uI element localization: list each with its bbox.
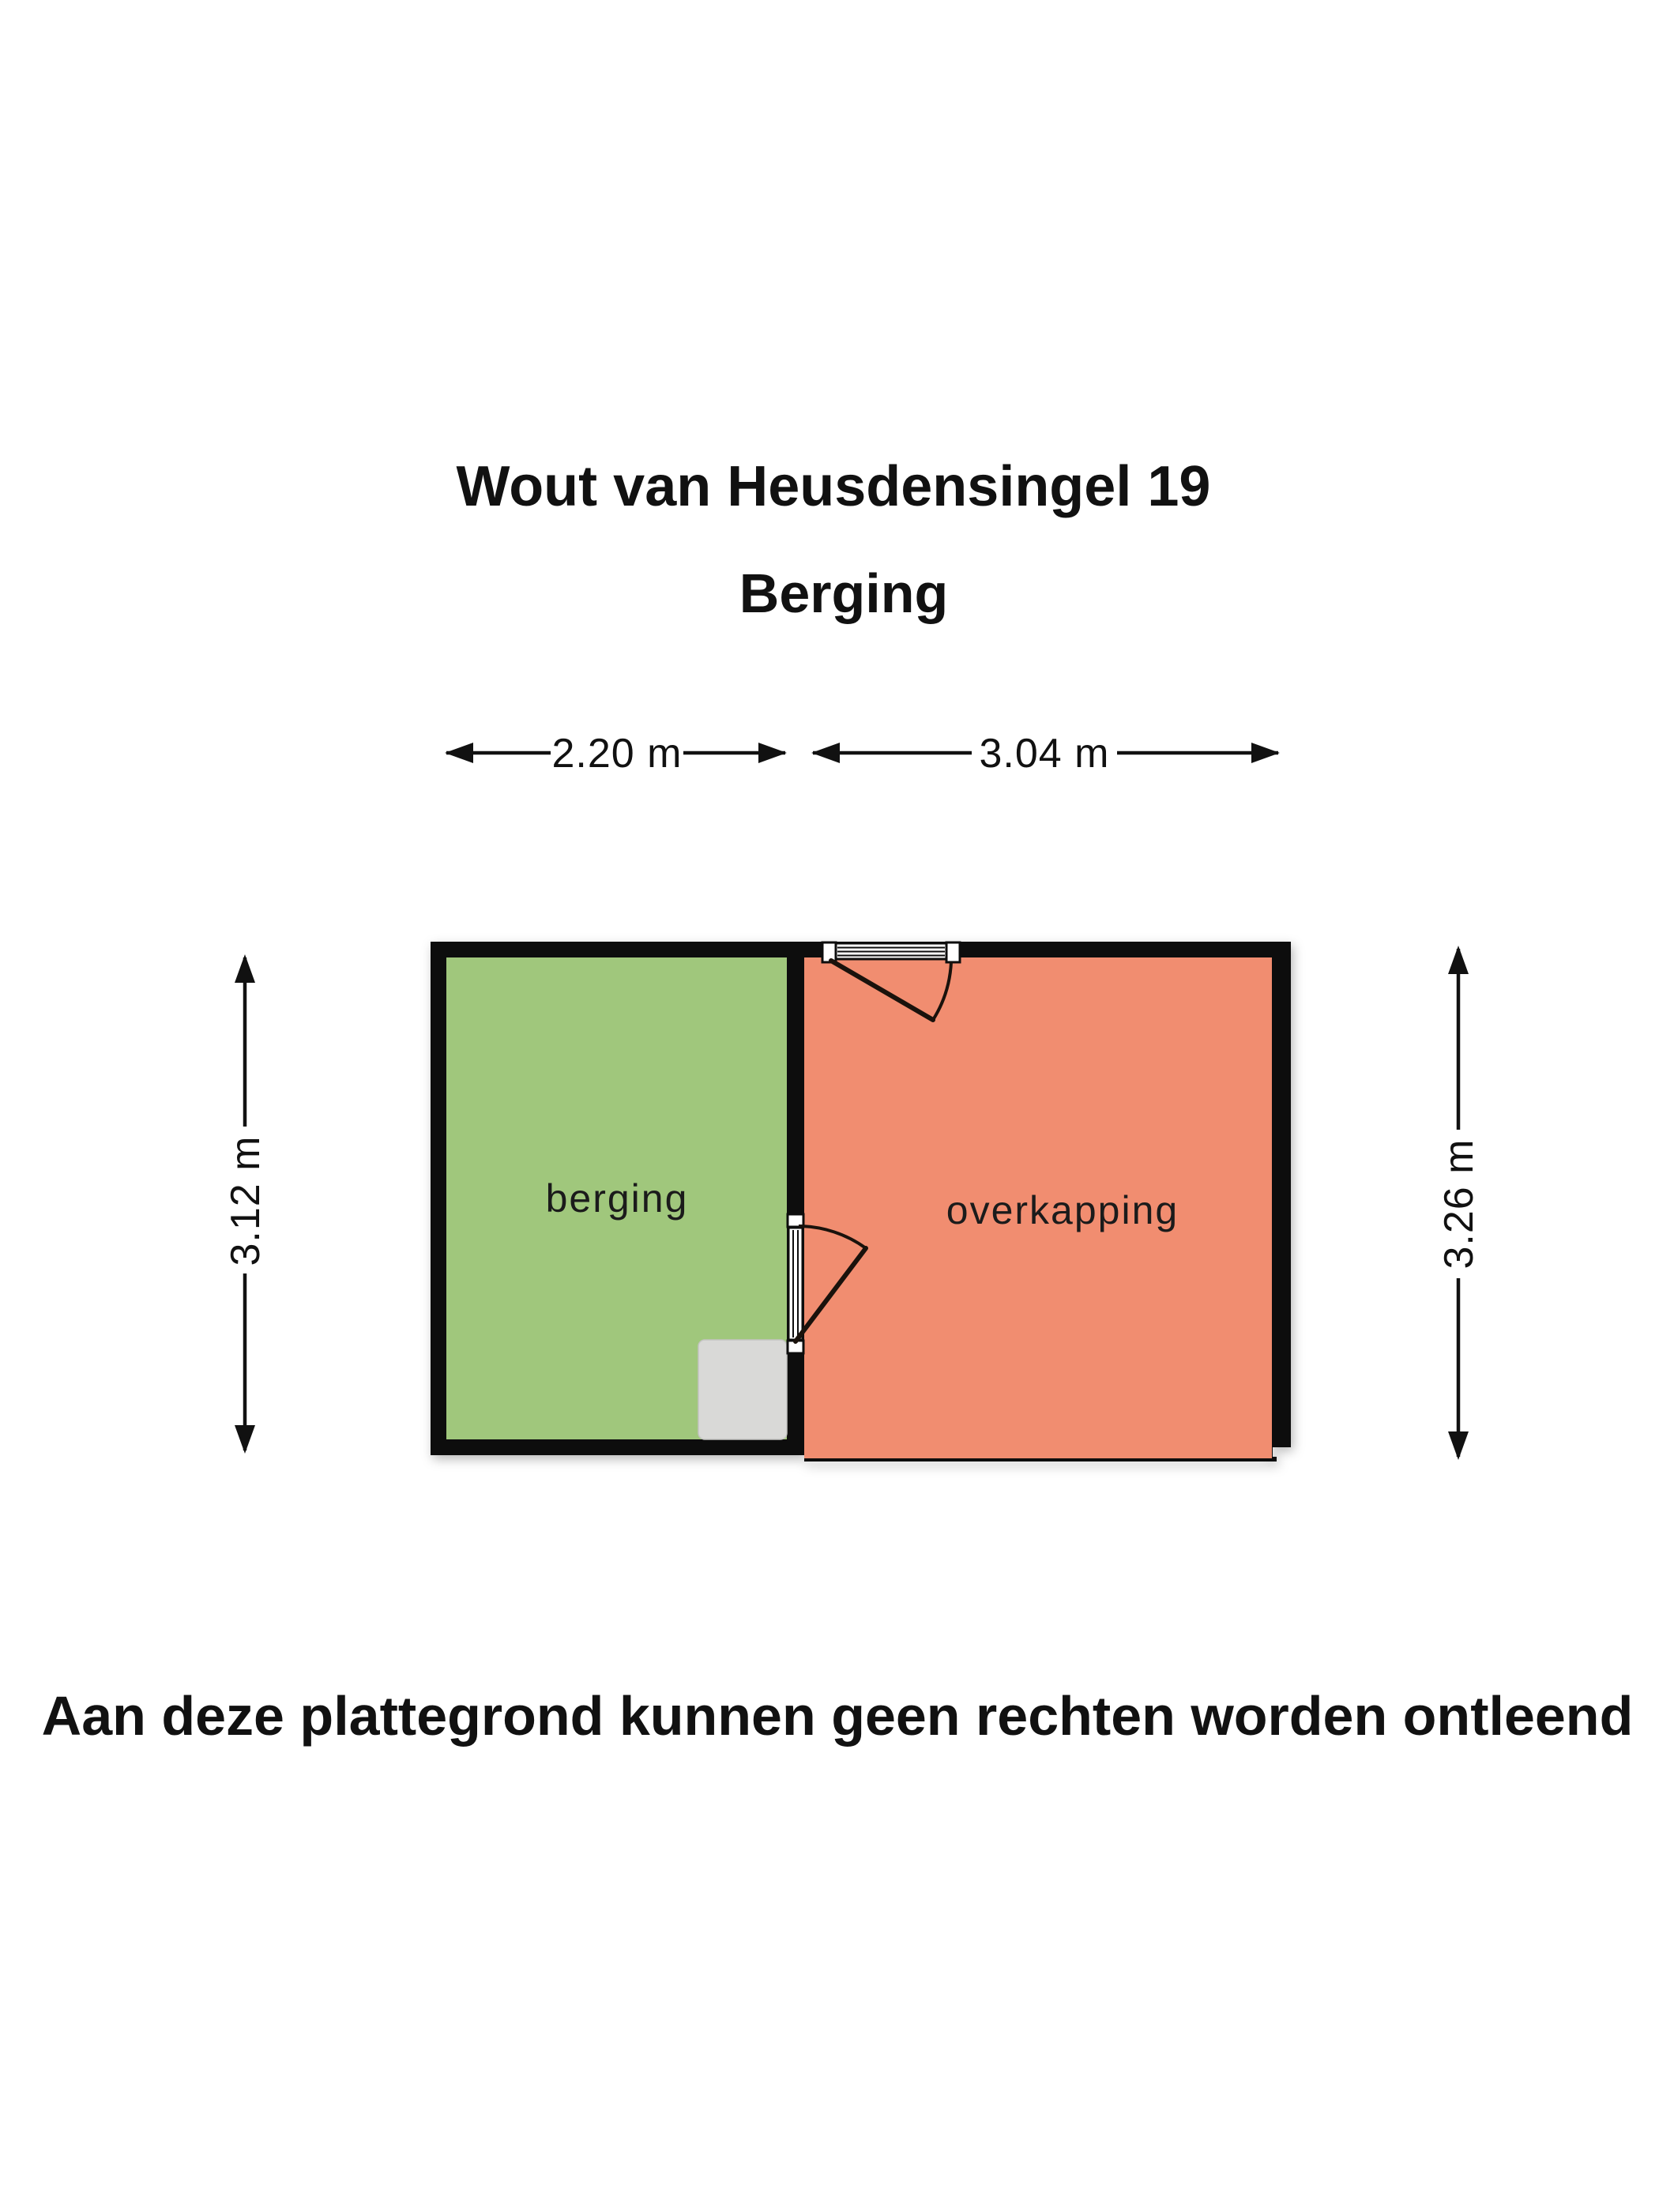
page-title: Wout van Heusdensingel 19 <box>456 455 1211 518</box>
disclaimer-text: Aan deze plattegrond kunnen geen rechten worden ontleend <box>41 1685 1634 1747</box>
door-post <box>946 942 960 962</box>
dimension-label: 3.26 m <box>1436 1138 1482 1270</box>
room-label-berging: berging <box>545 1176 689 1221</box>
door-post <box>822 942 836 962</box>
room-label-overkapping: overkapping <box>946 1188 1179 1232</box>
page-subtitle: Berging <box>739 562 949 624</box>
dimension-label: 2.20 m <box>551 731 683 777</box>
dimension-label: 3.12 m <box>223 1135 269 1266</box>
door-slab <box>788 1228 803 1340</box>
overkapping-right-wall <box>1272 942 1291 1447</box>
storage-block <box>698 1340 787 1439</box>
dimension-label: 3.04 m <box>979 731 1110 777</box>
